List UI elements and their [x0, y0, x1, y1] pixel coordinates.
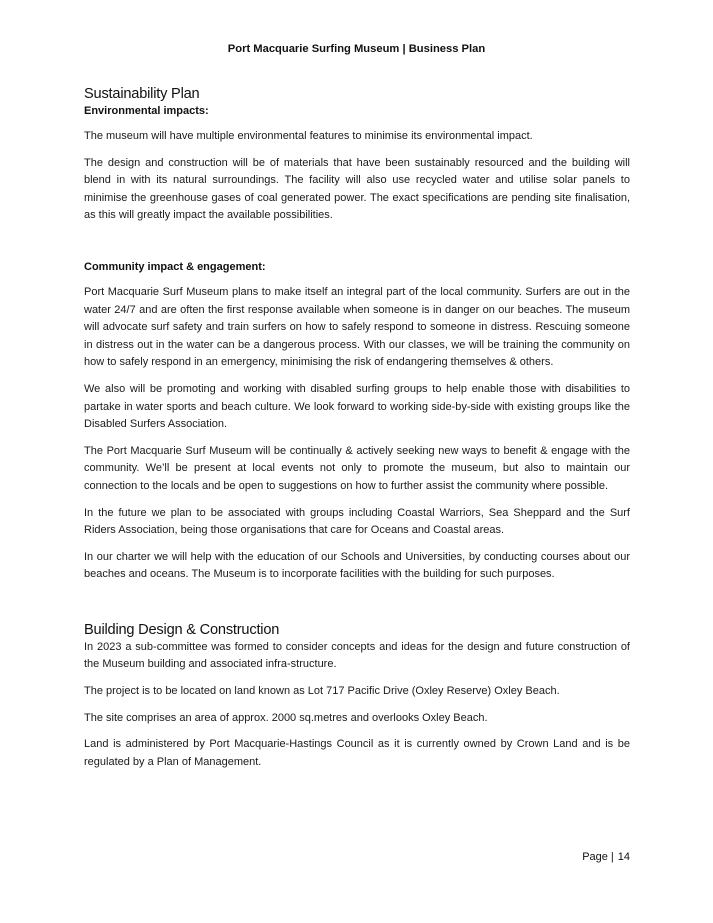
- paragraph-building-3: The site comprises an area of approx. 2000 sq.metres and overlooks Oxley Beach.: [84, 711, 488, 724]
- paragraph-community-1: Port Macquarie Surf Museum plans to make itself an integral part of the local community. Surfers are out in the water 24/7 and are often the first response available when someone is in danger on our beaches. The museum will advocate surf safety and train surfers on how to safely respond to someone in distress. Rescuing someone in distress out in the water can be a dangerous process. With our classes, we will be training the community on how to safely respond in an emergency, minimising the risk of endangering themselves & others.: [84, 285, 630, 369]
- paragraph-env-2: The design and construction will be of materials that have been sustainably resourced and the building will blend in with its natural surroundings. The facility will also use recycled water and utilise solar panels to minimise the greenhouse gases of coal generated power. The exact specifications are pending site finalisation, as this will greatly impact the available possibilities.: [84, 156, 630, 222]
- page-footer: [582, 851, 630, 863]
- page-number: 14: [617, 851, 630, 863]
- paragraph-building-2: The project is to be located on land known as Lot 717 Pacific Drive (Oxley Reserve) Oxley Beach.: [84, 685, 560, 698]
- page-content: [84, 85, 630, 771]
- section-heading-sustainability: Sustainability Plan: [84, 86, 200, 102]
- subheading-environmental: Environmental impacts:: [84, 105, 209, 117]
- page-label: Page: [582, 851, 608, 863]
- paragraph-community-3: The Port Macquarie Surf Museum will be continually & actively seeking new ways to benefit & engage with the community. We’ll be present at local events not only to promote the museum, but also to maintain our connection to the locals and be open to suggestions on how to further assist the community where possible.: [84, 444, 630, 492]
- section-heading-building: Building Design & Construction: [84, 621, 280, 638]
- paragraph-building-1: In 2023 a sub-committee was formed to consider concepts and ideas for the design and future construction of the Museum building and associated infra-structure.: [84, 640, 630, 671]
- paragraph-env-1: The museum will have multiple environmental features to minimise its environmental impact.: [84, 130, 533, 142]
- paragraph-community-5: In our charter we will help with the education of our Schools and Universities, by conducting courses about our beaches and oceans. The Museum is to incorporate facilities with the building for such purposes.: [84, 550, 630, 581]
- paragraph-community-4: In the future we plan to be associated with groups including Coastal Warriors, Sea Sheppard and the Surf Riders Association, being those organisations that care for Oceans and Coastal areas.: [84, 506, 630, 537]
- paragraph-building-4: Land is administered by Port Macquarie-Hastings Council as it is currently owned by Crown Land and is be regulated by a Plan of Management.: [84, 738, 630, 768]
- page-separator: |: [610, 851, 614, 863]
- paragraph-community-2: We also will be promoting and working with disabled surfing groups to help enable those with disabilities to partake in water sports and beach culture. We look forward to working side-by-side with existing groups like the Disabled Surfers Association.: [84, 382, 630, 431]
- running-header: Port Macquarie Surfing Museum | Business Plan: [227, 43, 486, 55]
- subheading-community: Community impact & engagement:: [84, 260, 266, 273]
